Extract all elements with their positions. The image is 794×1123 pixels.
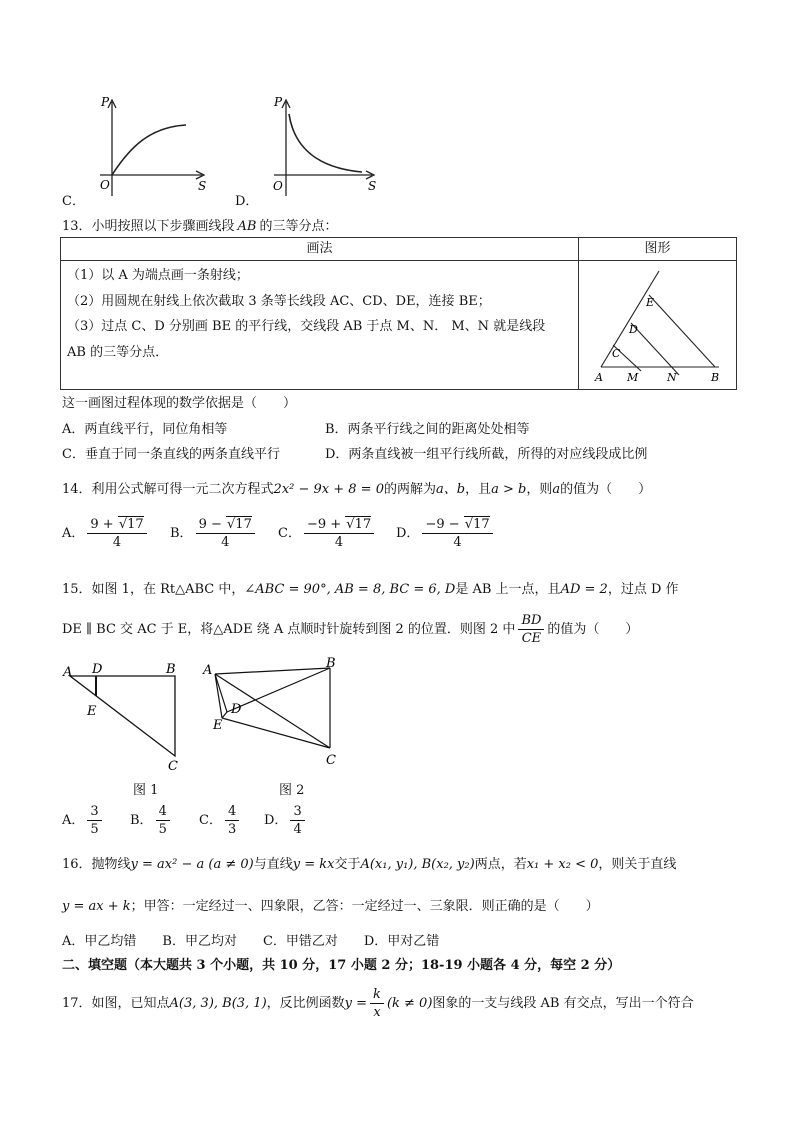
q15-fig2-label-d: D [231, 702, 242, 717]
q14-option-a-label: A． [62, 526, 85, 541]
q15-line2-pre: DE ∥ BC 交 AC 于 E，将△ADE 绕 A 点顺时针旋转到图 2 的位置．则图 2 中 [62, 622, 516, 637]
q14-b-num-pre: 9 − [198, 517, 226, 532]
q12-option-c-label: C． [62, 194, 85, 209]
q15-option-c[interactable] [199, 803, 242, 838]
section2-title: 二、填空题（本大题共 3 个小题，共 10 分，17 小题 2 分；18-19 小题各 4 分，每空 2 分） [62, 958, 621, 973]
q14-option-b[interactable] [170, 516, 258, 551]
q15-option-a[interactable] [62, 803, 105, 838]
q15-fig2-ad [215, 674, 227, 712]
q13-step2: （2）用圆规在射线上依次截取 3 条等长线段 AC、CD、DE，连接 BE； [67, 293, 491, 309]
q14-option-a[interactable] [62, 516, 150, 551]
q14-option-b-frac [196, 516, 255, 551]
q15-frac [518, 612, 544, 647]
q15-line2-post: 的值为（ ） [547, 622, 639, 637]
q14-option-c-label: C． [278, 526, 301, 541]
q15-d-den: 4 [293, 822, 302, 837]
q17-cond: (k ≠ 0) [386, 996, 433, 1011]
q13-step1: （1）以 A 为端点画一条射线； [67, 268, 249, 283]
q14-stem [62, 478, 651, 497]
q13-label-n: N [667, 371, 677, 384]
q13-steps-cell [61, 261, 579, 390]
q16-points: A(x₁, y₁), B(x₂, y₂) [360, 857, 475, 872]
q15-line1-mid: 是 AB 上一点，且 [455, 582, 561, 597]
q14-var-a: a [552, 482, 561, 497]
q15-b-den: 5 [158, 822, 167, 837]
q13-question: 这一画图过程体现的数学依据是（ ） [62, 396, 297, 411]
q16-line1 [62, 853, 676, 872]
q15-line1-ad: AD = 2 [560, 582, 608, 597]
q16-line1-mid3: 两点，若 [474, 857, 527, 872]
q17-frac [370, 986, 384, 1021]
q13-stem-var: AB [237, 219, 257, 234]
q14-a-den: 4 [112, 535, 122, 550]
q13-figure [579, 261, 735, 385]
q15-fig1-caption: 图 1 [133, 783, 159, 798]
q15-option-c-label: C． [199, 813, 222, 828]
q12d-curve [289, 114, 362, 172]
q17-line [62, 986, 694, 1021]
q13-stem-pre: 13．小明按照以下步骤画线段 [62, 219, 235, 234]
q15-fig2-caption: 图 2 [279, 783, 305, 798]
q13-stem-post: 的三等分点： [259, 219, 338, 234]
q12d-origin-label: O [273, 179, 283, 193]
q13-ray [601, 271, 659, 367]
q17-points: A(3, 3), B(3, 1) [169, 996, 267, 1011]
q13-label-m: M [627, 371, 639, 384]
q15-fig2-bd [227, 668, 330, 712]
q15-fig2-ae [215, 674, 222, 718]
q14-c-num-pre: −9 + [306, 517, 346, 532]
q16-line: y = kx [292, 857, 335, 872]
q13-step3b: AB 的三等分点． [67, 344, 169, 360]
q14-option-b-label: B． [170, 526, 193, 541]
q17-func-pre: y = [344, 996, 368, 1011]
q15-frac-num: BD [518, 612, 544, 630]
q15-line1-post: ，过点 D 作 [607, 582, 679, 597]
q16-line1-post: ，则关于直线 [598, 857, 677, 872]
q14-stem-mid: 的两解为 [383, 482, 436, 497]
q14-cond: a > b [491, 482, 527, 497]
q13-label-e: E [646, 296, 655, 309]
q16-line1-mid: 与直线 [253, 857, 293, 872]
q15-fig2-ce [222, 718, 330, 748]
q14-b-radicand: 17 [235, 517, 252, 532]
q15-fig2-label-a: A [203, 663, 213, 678]
q13-option-c[interactable]: C．垂直于同一条直线的两条直线平行 [62, 447, 280, 462]
q12-option-d-label: D． [235, 194, 259, 209]
q15-option-d-label: D． [264, 813, 288, 828]
q15-a-den: 5 [90, 822, 99, 837]
q16-line1-mid2: 交于 [334, 857, 361, 872]
q14-option-d[interactable] [396, 516, 496, 551]
q16-cond: x₁ + x₂ < 0 [526, 857, 599, 872]
q15-fig2-label-c: C [326, 753, 336, 768]
q14-equation: 2x² − 9x + 8 = 0 [273, 482, 384, 497]
q13-header-method: 画法 [61, 238, 579, 261]
q14-c-den: 4 [334, 535, 344, 550]
q14-stem-post: 的值为（ ） [560, 482, 652, 497]
q15-a-num: 3 [87, 803, 101, 821]
q14-option-d-label: D． [396, 526, 420, 541]
q17-post: 图象的一支与线段 AB 有交点，写出一个符合 [432, 996, 694, 1011]
q13-label-c: C [612, 347, 621, 360]
q15-fig1-label-d: D [92, 662, 103, 677]
q14-a-sqrt: √17 [118, 517, 144, 532]
q17-mid: ，反比例函数 [266, 996, 345, 1011]
q15-option-c-frac [225, 803, 239, 838]
q14-d-sqrt: √17 [464, 517, 490, 532]
q15-fig2-ab [215, 668, 330, 674]
q14-stem-pre: 14．利用公式解可得一元二次方程式 [62, 482, 274, 497]
q15-line1-math: ∠ABC = 90°, AB = 8, BC = 6, D [244, 582, 456, 597]
q14-b-sqrt: √17 [227, 517, 252, 532]
q13-line-be [649, 295, 715, 367]
q16-parabola: y = ax² − a (a ≠ 0) [130, 857, 254, 872]
q13-label-d: D [629, 323, 638, 336]
q14-vars: a、b [436, 482, 466, 497]
q14-c-radicand: 17 [354, 517, 372, 532]
q13-option-b[interactable]: B．两条平行线之间的距离处处相等 [325, 422, 530, 437]
q13-option-d[interactable]: D．两条直线被一组平行线所截，所得的对应线段成比例 [325, 447, 648, 462]
q12c-origin-label: O [100, 178, 110, 192]
q15-option-a-frac [87, 803, 101, 838]
q13-step3: （3）过点 C、D 分别画 BE 的平行线，交线段 AB 于点 M、N． M、N 就是线段 [67, 319, 546, 334]
q14-d-radicand: 17 [473, 517, 490, 532]
q12c-curve [112, 125, 186, 175]
q14-a-radicand: 17 [127, 517, 144, 532]
q15-c-num: 4 [225, 803, 239, 821]
q16-line1-pre: 16．抛物线 [62, 857, 131, 872]
q15-option-b-frac [156, 803, 170, 838]
q15-frac-den: CE [521, 631, 542, 646]
q13-stem [62, 215, 338, 234]
q13-figure-cell [579, 261, 737, 390]
q14-d-den: 4 [453, 535, 462, 550]
q15-fig1-label-a: A [63, 665, 73, 680]
q15-option-d-frac [290, 803, 304, 838]
q14-option-c[interactable] [278, 516, 377, 551]
q15-fig1-label-c: C [168, 759, 178, 774]
q15-b-num: 4 [156, 803, 170, 821]
q15-c-den: 3 [227, 822, 237, 837]
q13-option-a[interactable]: A．两直线平行，同位角相等 [62, 422, 228, 437]
q15-fig1-triangle [70, 676, 175, 756]
q13-label-a: A [595, 371, 603, 384]
q14-option-d-frac [422, 516, 492, 551]
q16-line2 [62, 895, 599, 914]
q17-pre: 17．如图，已知点 [62, 996, 170, 1011]
q15-fig2-de [222, 712, 227, 718]
q14-option-c-frac [304, 516, 374, 551]
q15-d-num: 3 [290, 803, 304, 821]
q15-line2 [62, 612, 638, 647]
q14-stem-then: ，则 [526, 482, 553, 497]
q15-fig2-label-b: B [326, 656, 336, 671]
q15-figure1 [60, 660, 190, 775]
q15-fig1-label-e: E [87, 704, 97, 719]
q16-line2-math: y = ax + k [62, 899, 131, 914]
q14-stem-and: ，且 [465, 482, 492, 497]
q12c-y-label: P [101, 95, 110, 109]
q17-frac-den: x [373, 1005, 381, 1020]
q17-frac-num: k [370, 986, 384, 1004]
q15-option-d[interactable] [264, 803, 308, 838]
q13-table [60, 237, 737, 390]
q15-line1 [62, 578, 679, 597]
q15-line1-pre: 15．如图 1，在 Rt△ABC 中， [62, 582, 245, 597]
q12-graph-d [262, 92, 387, 200]
q13-header-figure: 图形 [579, 238, 737, 261]
q14-option-a-frac [87, 516, 146, 551]
q14-d-num-pre: −9 − [425, 517, 464, 532]
q15-option-b-label: B． [130, 813, 153, 828]
q14-a-num-pre: 9 + [90, 517, 118, 532]
q12c-x-label: S [198, 179, 207, 193]
q15-fig2-label-e: E [213, 718, 223, 733]
q16-options[interactable]: A．甲乙均错 B．甲乙均对 C．甲错乙对 D．甲对乙错 [62, 934, 440, 949]
q15-figure2 [200, 656, 350, 774]
q12d-x-label: S [368, 179, 377, 193]
q15-option-b[interactable] [130, 803, 173, 838]
q15-fig1-label-b: B [166, 662, 176, 677]
q12-graph-c [90, 92, 215, 200]
q14-c-sqrt: √17 [346, 517, 372, 532]
q12d-y-label: P [274, 95, 283, 109]
q13-label-b: B [711, 371, 720, 384]
q14-b-den: 4 [221, 535, 230, 550]
q16-line2-text: ；甲答：一定经过一、四象限，乙答：一定经过一、三象限．则正确的是（ ） [130, 899, 599, 914]
q15-option-a-label: A． [62, 813, 85, 828]
